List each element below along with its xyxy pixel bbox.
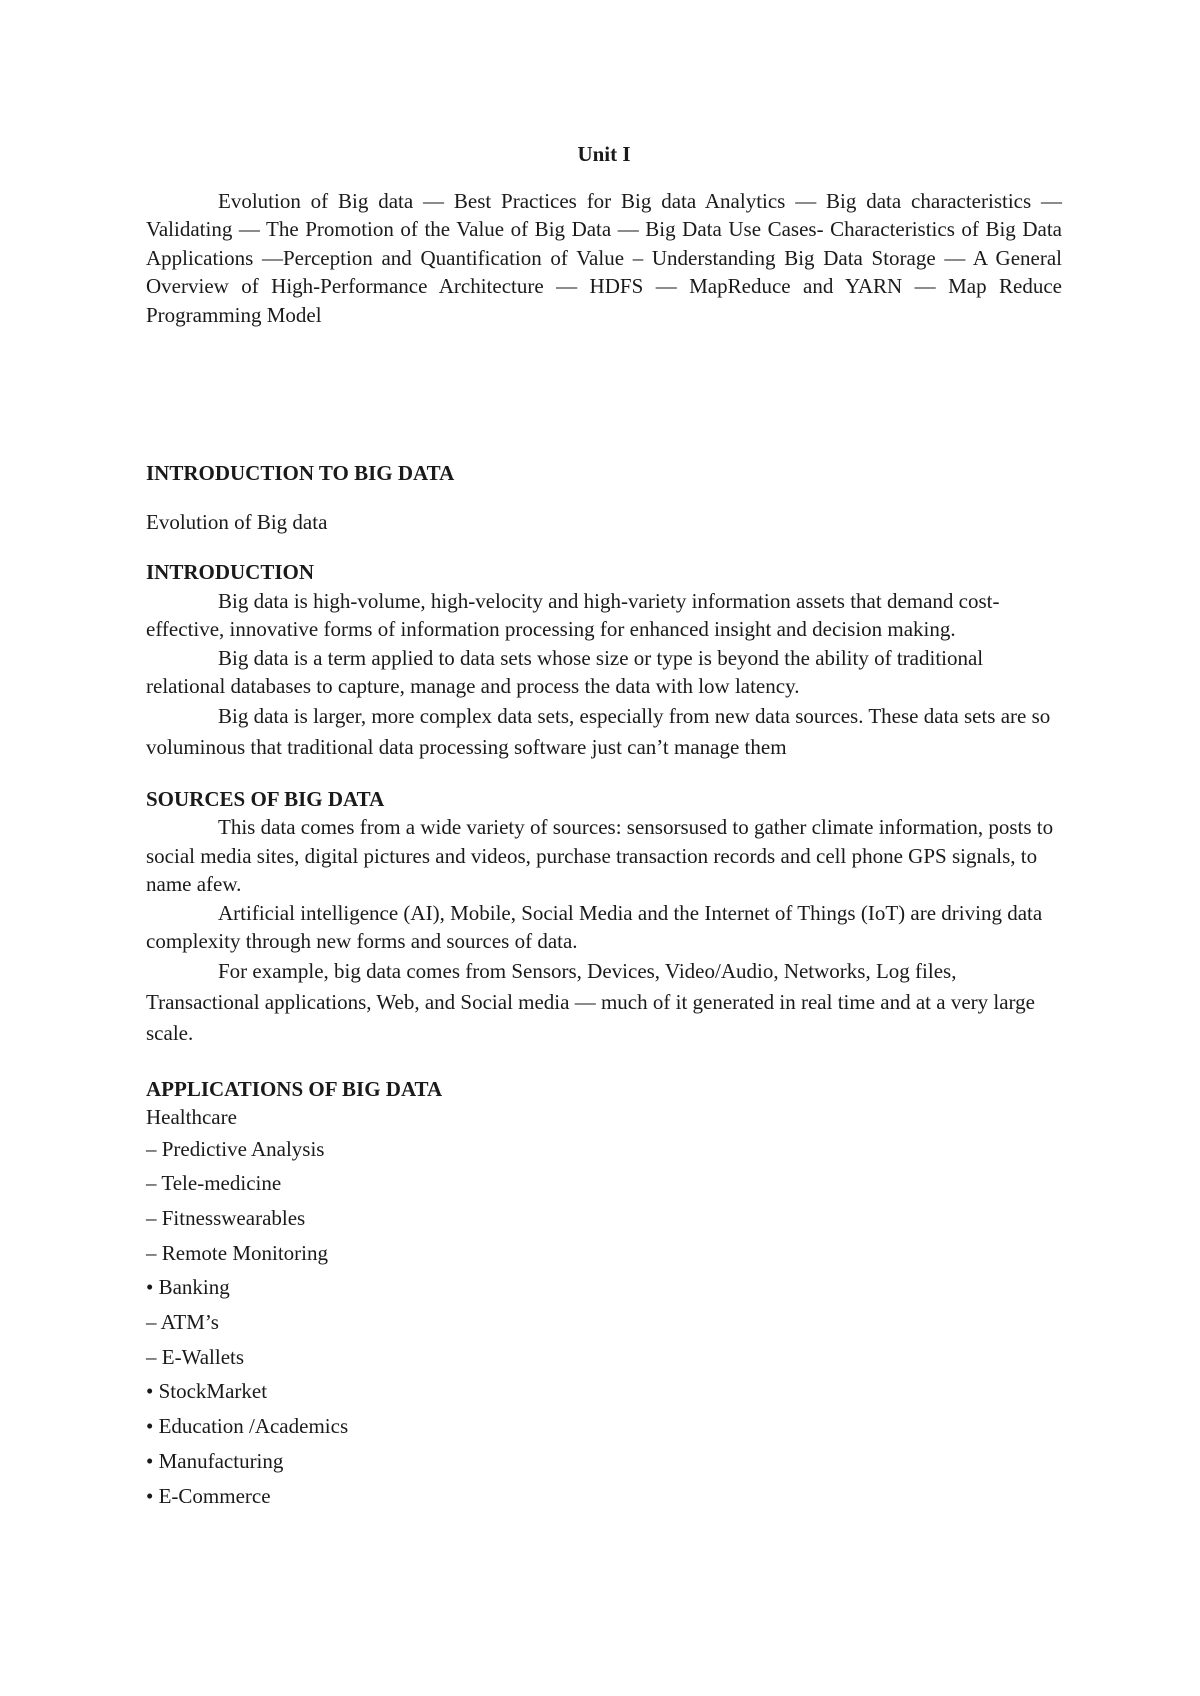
- applications-first-item: Healthcare: [146, 1105, 237, 1129]
- sources-paragraph-3: For example, big data comes from Sensors, Devices, Video/Audio, Networks, Log files, Transactional applications, Web, and Social media — much of it generated in real time and at a very large scale.: [146, 958, 1035, 1045]
- section-heading-applications: APPLICATIONS OF BIG DATA: [146, 1076, 443, 1101]
- intro-paragraph-2: Big data is a term applied to data sets whose size or type is beyond the ability of traditional relational databases to capture, manage and process the data with low latency.: [146, 645, 984, 698]
- intro-paragraph-3: Big data is larger, more complex data sets, especially from new data sources. These data sets are so voluminous that traditional data processing software just can’t manage them: [146, 703, 1051, 759]
- list-item: • Manufacturing: [146, 1448, 284, 1473]
- section-heading-introduction-to-big-data: INTRODUCTION TO BIG DATA: [146, 461, 455, 485]
- list-item: – Tele-medicine: [146, 1171, 282, 1196]
- syllabus-paragraph: Evolution of Big data — Best Practices for Big data Analytics — Big data characteristics —Validating — The Promotion of the Value of Big Data — Big Data Use Cases- Characteristics of Big Data Applications —Perception and Quantification of Value – Understanding Big Data Storage — A General Overview of High-Performance Architecture — HDFS — MapReduce and YARN — Map Reduce Programming Model: [146, 188, 1062, 327]
- sources-paragraph-1: This data comes from a wide variety of sources: sensorsused to gather climate information, posts to social media sites, digital pictures and videos, purchase transaction records and cell phone GPS signals, to name afew.: [146, 815, 1054, 896]
- list-item: • Education /Academics: [146, 1414, 349, 1439]
- list-item: – E-Wallets: [146, 1344, 245, 1369]
- unit-title: Unit I: [577, 142, 631, 166]
- list-item: • E-Commerce: [146, 1483, 271, 1508]
- subheading-evolution: Evolution of Big data: [146, 509, 328, 534]
- list-item: – ATM’s: [146, 1310, 219, 1335]
- list-item: • StockMarket: [146, 1379, 268, 1404]
- list-item: – Remote Monitoring: [146, 1240, 328, 1265]
- sources-paragraph-2: Artificial intelligence (AI), Mobile, Social Media and the Internet of Things (IoT) are driving data complexity through new forms and sources of data.: [146, 900, 1043, 953]
- section-heading-introduction: INTRODUCTION: [146, 560, 315, 584]
- section-heading-sources: SOURCES OF BIG DATA: [146, 786, 385, 811]
- list-item: – Fitnesswearables: [146, 1205, 306, 1230]
- list-item: • Banking: [146, 1275, 230, 1300]
- list-item: – Predictive Analysis: [146, 1136, 325, 1161]
- applications-list: [146, 1132, 1062, 1514]
- intro-paragraph-1: Big data is high-volume, high-velocity and high-variety information assets that demand cost- effective, innovative forms of information processing for enhanced insight and decision making.: [146, 588, 1000, 641]
- document-page: [146, 140, 1062, 1513]
